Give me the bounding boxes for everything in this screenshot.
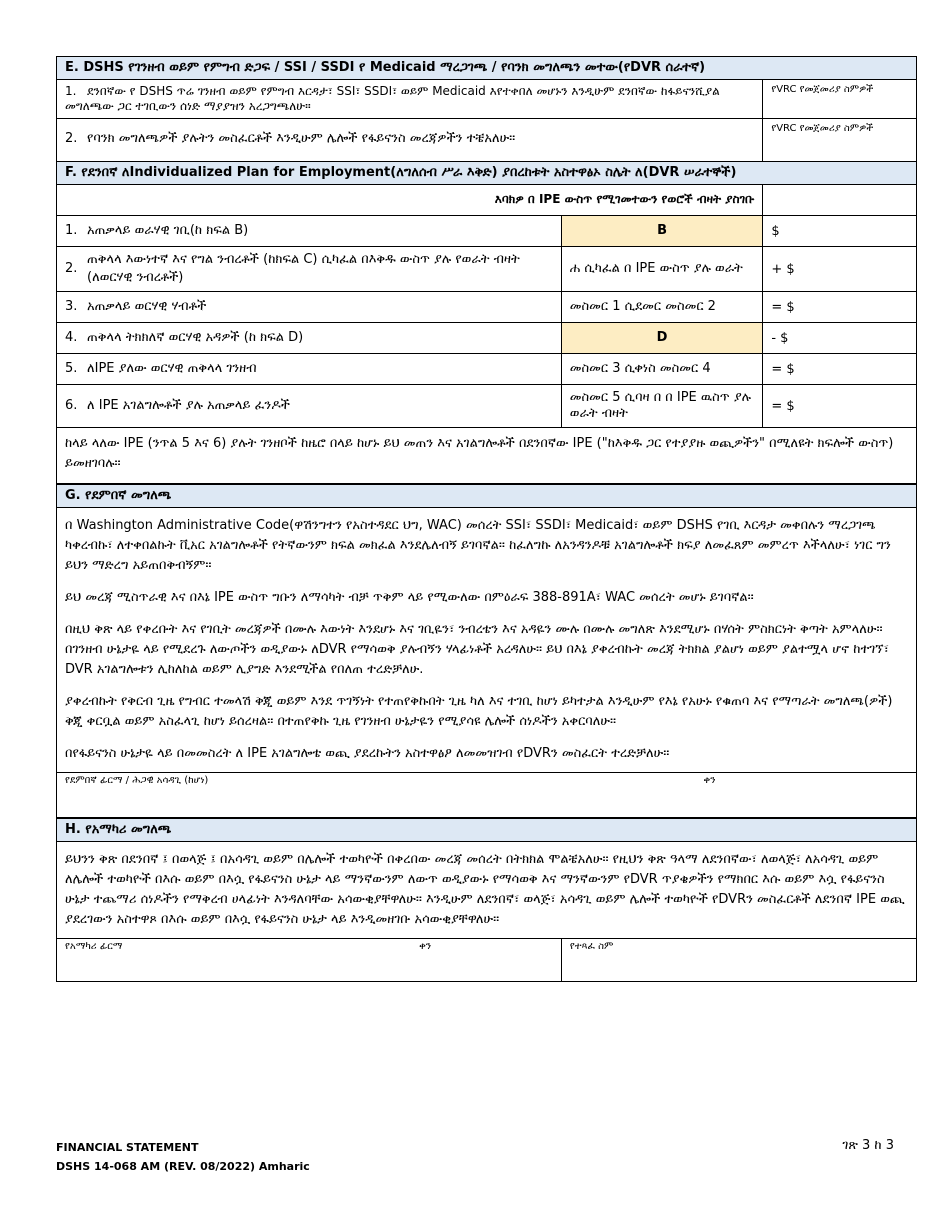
section-e-title: E. DSHS የገንዘብ ወይም የምግብ ድጋፍ / SSI / SSDI የ Medicaid ማረጋገጫ / የባንክ መግለጫን መተው(የDVR ሰራተኛ) bbox=[57, 57, 916, 80]
section-f-row-label: አጠቃላይ ወራሃዊ ገቢ(ከ ክፍል B) bbox=[87, 223, 249, 238]
section-f-row-amount-field[interactable]: $ bbox=[762, 216, 916, 246]
section-f-row-label: ጠቅላላ እውነተኛ እና የግል ንብረቶች (ከክፍል C) ሲካፈል በእቅዱ ውስጥ ያሉ የወራት ብዛት (ለወርሃዊ ንብረቶች) bbox=[87, 252, 520, 285]
section-f-row-formula: B bbox=[561, 216, 763, 246]
section-f-row-label: ለ IPE አገልግሎቶች ያሉ አጠቃላይ ፈንዶች bbox=[87, 398, 290, 413]
months-row bbox=[57, 185, 916, 216]
vrc-initials-field-2[interactable]: የVRC የመጀመሪያ ስምዎች bbox=[762, 119, 916, 161]
section-f-table bbox=[57, 216, 916, 428]
section-f-row: 4. ጠቅላላ ትክክለኛ ወርሃዊ አዳዎች (ከ ክፍል D) D - $ bbox=[57, 323, 916, 354]
section-g bbox=[56, 484, 917, 818]
section-f-row: 1. አጠቃላይ ወራሃዊ ገቢ(ከ ክፍል B) B $ bbox=[57, 216, 916, 247]
section-h bbox=[56, 818, 917, 982]
section-g-paragraph-1: በ Washington Administrative Code(ዋሽንግተን የአስተዳደር ህግ, WAC) መሰረት SSI፣ SSDI፣ Medicaid፣ ወይም DSHS የገቢ እርዳታ መቀበሉን ማረጋገጫ ካቀረብኩ፣ ለተቀበልኩት ቪአር አገልግሎቶች የትኛውንም ክፍል መክፈል እንደሌለብኝ ይገባኛል። ከፈለግኩ ለአንዳንዶቹ አገልግሎቶች ክፍያ ለመፈጸም መምረጥ እችላለሁ፣ ነገር ግን ይህን ማድረግ አይጠበቅብኝም። bbox=[65, 518, 891, 573]
counselor-signature-row bbox=[57, 939, 916, 981]
printed-name-field[interactable]: የተጻፈ ስም bbox=[561, 939, 916, 981]
section-f-row-formula: መስመር 3 ሲቀነስ መስመር 4 bbox=[561, 354, 763, 384]
section-f-row: 2. ጠቅላላ እውነተኛ እና የግል ንብረቶች (ከክፍል C) ሲካፈል በእቅዱ ውስጥ ያሉ የወራት ብዛት (ለወርሃዊ ንብረቶች) ሐ ሲካፈል በ IPE ውስጥ ያሉ ወራት + $ bbox=[57, 247, 916, 292]
section-f-row-label: ጠቅላላ ትክክለኛ ወርሃዊ አዳዎች (ከ ክፍል D) bbox=[87, 330, 304, 345]
section-g-paragraph-2: ይህ መረጃ ሚስጥራዊ እና በእኔ IPE ውስጥ ግቡን ለማሳካት ብቻ ጥቅም ላይ የሚውለው በምዕራፍ 388-891A፣ WAC መሰረት መሆኑ ይገባኛል። bbox=[65, 590, 754, 605]
section-e-item-1-text: ደንበኛው የ DSHS ጥሬ ገንዘብ ወይም የምግብ እርዳታ፣ SSI፣ SSDI፣ ወይም Medicaid እየተቀበለ መሆኑን እንዲሁም ደንበኛው ከፋይናንሺያል መግለጫው ጋር ተገቢውን ሰነድ ማያያዝን አረጋግጫለሁ። bbox=[65, 84, 720, 113]
client-date-field[interactable]: ቀን bbox=[703, 775, 716, 786]
section-h-paragraph: ይህንን ቅጽ በደንበኛ ፤ በወላጅ ፤ በአሳዳጊ ወይም በሌሎች ተወካዮች በቀረበው መረጃ መሰረት በትክክል ሞልቼአለሁ። የዚህን ቅጽ ዓላማ ለደንበኛው፣ ለወላጅ፣ ለአሳዳጊ ወይም ለሌሎች ተወካዮች በእሱ ወይም በእሷ የፋይናንስ ሁኔታ ላይ ማንኛውንም ለውጥ ወዲያውኑ የማሳወቅ እና ማንኛውንም የDVR ጥያቄዎችን የማክበር እሱ ወይም እሷ የፋይናንስ ሁኔታ ተጨማሪ ሰነዶችን የማቅረብ ሀላፊነት እንዳለባቸው አሳውቂያቸዋለሁ። እንዲሁም ለደንበኛ፣ ወላጅ፣ አሳዳጊ ወይም ሌሎች ተወካዮች የDVRን መስፈርቶች ለደንበኛ IPE ወጪ ያደረገውን አስተዋጾ በእሱ ወይም በእሷ የፋይናንስ ሁኔታ ላይ እንዲመዘገቡ አሳውቂያቸዋለሁ። bbox=[65, 852, 905, 927]
section-f-title: F. የደንበኛ ለIndividualized Plan for Employment(ለግለሰብ ሥራ እቅድ) ያበረከቱት አስተዋፅኦ ስሌት ለ(DVR ሠራተኞች) bbox=[57, 162, 916, 185]
section-f-row-label: ለIPE ያለው ወርሃዊ ጠቅላላ ገንዘብ bbox=[87, 361, 257, 376]
footer-title: FINANCIAL STATEMENT bbox=[56, 1141, 199, 1154]
client-signature-row bbox=[57, 773, 916, 818]
section-g-paragraph-3: በዚህ ቅጽ ላይ የቀረቡት እና የገቢት መረጃዎች በሙሉ እውነት እንደሆኑ እና ገቢዬን፣ ንብረቴን እና አዳዬን ሙሉ በሙሉ መግለጽ እንደሚሆኑ በሃሰት ምስክርነት ቅጣት አምላለሁ። በገንዘብ ሁኔታዬ ላይ የሚደረጉ ለውጦችን ወዲያውኑ ለDVR የማሳወቅ ያሉብኝን ሃላፊነቶች አረዳለሁ። ይህ በእኔ ያቀረብኩት መረጃ ትክክል ያልሆነ ወይም ያልተሟላ ሆኖ ከተገኘ፣ DVR አገልግሎቱን ሊከለከል ወይም ሊያግድ እንደሚችል የበለጠ ተረድቻለሁ. bbox=[65, 622, 889, 677]
section-f-row-amount-field[interactable]: = $ bbox=[762, 292, 916, 322]
section-f-row-amount-field[interactable]: + $ bbox=[762, 247, 916, 291]
months-label: እባክዎ በ IPE ውስጥ የሚገመተውን የወሮች ብዛት ያስገቡ bbox=[494, 192, 755, 206]
section-f-row-amount-field[interactable]: = $ bbox=[762, 354, 916, 384]
section-f-row-amount-field[interactable]: - $ bbox=[762, 323, 916, 353]
form-page bbox=[56, 56, 917, 982]
section-f-row-amount-field[interactable]: = $ bbox=[762, 385, 916, 427]
section-e-row-1: 1. ደንበኛው የ DSHS ጥሬ ገንዘብ ወይም የምግብ እርዳታ፣ SSI፣ SSDI፣ ወይም Medicaid እየተቀበለ መሆኑን እንዲሁም ደንበኛው ከፋይናንሺያል መግለጫው ጋር ተገቢውን ሰነድ ማያያዝን አረጋግጫለሁ። የVRC የመጀመሪያ ስምዎች bbox=[57, 80, 916, 119]
section-e-item-2-text: የባንክ መግለጫዎች ያሉትን መስፈርቶች እንዲሁም ሌሎች የፋይናንስ መረጃዎችን ተቼአለሁ። bbox=[87, 131, 516, 146]
footer bbox=[56, 1138, 310, 1176]
section-e-row-2: 2. የባንክ መግለጫዎች ያሉትን መስፈርቶች እንዲሁም ሌሎች የፋይናንስ መረጃዎችን ተቼአለሁ። የVRC የመጀመሪያ ስምዎች bbox=[57, 119, 916, 162]
section-f-row-formula: D bbox=[561, 323, 763, 353]
section-f-note: ከላይ ላለው IPE (ንጥል 5 እና 6) ያሉት ገንዘቦች ከዜሮ በላይ ከሆኑ ይህ መጠን እና አገልግሎቶች በደንበኛው IPE ("ከእቅዱ ጋር የተያያዙ ወጪዎችን" በሚለዩት ክፍሎች ውስጥ) ይመዘገባሉ። bbox=[57, 428, 916, 484]
section-f-row: 5. ለIPE ያለው ወርሃዊ ጠቅላላ ገንዘብ መስመር 3 ሲቀነስ መስመር 4 = $ bbox=[57, 354, 916, 385]
section-e bbox=[56, 56, 917, 484]
client-signature-field[interactable]: የደምበኛ ፊርማ / ሕጋዊ አሳዳጊ (ከሆነ) bbox=[65, 775, 209, 786]
section-f-row: 6. ለ IPE አገልግሎቶች ያሉ አጠቃላይ ፈንዶች መስመር 5 ሲባዛ በ በ IPE ዉስጥ ያሉ ወራት ብዛት = $ bbox=[57, 385, 916, 428]
section-f-row-formula: መስመር 1 ሲደመር መስመር 2 bbox=[561, 292, 763, 322]
section-g-paragraph-4: ያቀረብኩት የቅርብ ጊዜ የግብር ተመላሽ ቅጂ ወይም እንደ ጥገኝነት የተጠየቅኩበት ጊዜ ካለ እና ተገቢ ከሆነ ይካተታል እንዲሁም የእኔ የአሁኑ የቁጠባ እና የማጣራት መግለጫ(ዎች) ቅጂ ቀርቧል ወይም አስፈላጊ ከሆነ ይሰረዛል። በተጠየቅኩ ጊዜ የገንዘብ ሁኔታዬን የሚያሳዩ ሌሎች ሰነዶችን አቀርባለሁ። bbox=[65, 694, 893, 729]
section-g-title: G. የደምበኛ መግለጫ bbox=[57, 485, 916, 508]
section-h-title: H. የአማካሪ መግለጫ bbox=[57, 819, 916, 842]
section-g-paragraph-5: በየፋይናንስ ሁኔታዬ ላይ በመመስረት ለ IPE አገልግሎቴ ወጪ ያደረኩትን አስተዋፅዖ ለመመዝገብ የDVRን መስፈርት ተረድቻለሁ። bbox=[65, 746, 670, 761]
section-f-row-label: አጠቃላይ ወርሃዊ ሃብቶች bbox=[87, 299, 207, 314]
section-f-row: 3. አጠቃላይ ወርሃዊ ሃብቶች መስመር 1 ሲደመር መስመር 2 = $ bbox=[57, 292, 916, 323]
months-input[interactable] bbox=[762, 185, 916, 215]
section-f-row-formula: ሐ ሲካፈል በ IPE ውስጥ ያሉ ወራት bbox=[561, 247, 763, 291]
page-number: ገጽ 3 ከ 3 bbox=[842, 1138, 894, 1153]
footer-form-number: DSHS 14-068 AM (REV. 08/2022) Amharic bbox=[56, 1160, 310, 1173]
counselor-signature-field[interactable]: የአማካሪ ፊርማ bbox=[65, 941, 123, 952]
counselor-date-field[interactable]: ቀን bbox=[419, 941, 432, 952]
section-f-row-formula: መስመር 5 ሲባዛ በ በ IPE ዉስጥ ያሉ ወራት ብዛት bbox=[561, 385, 763, 427]
vrc-initials-field-1[interactable]: የVRC የመጀመሪያ ስምዎች bbox=[762, 80, 916, 118]
